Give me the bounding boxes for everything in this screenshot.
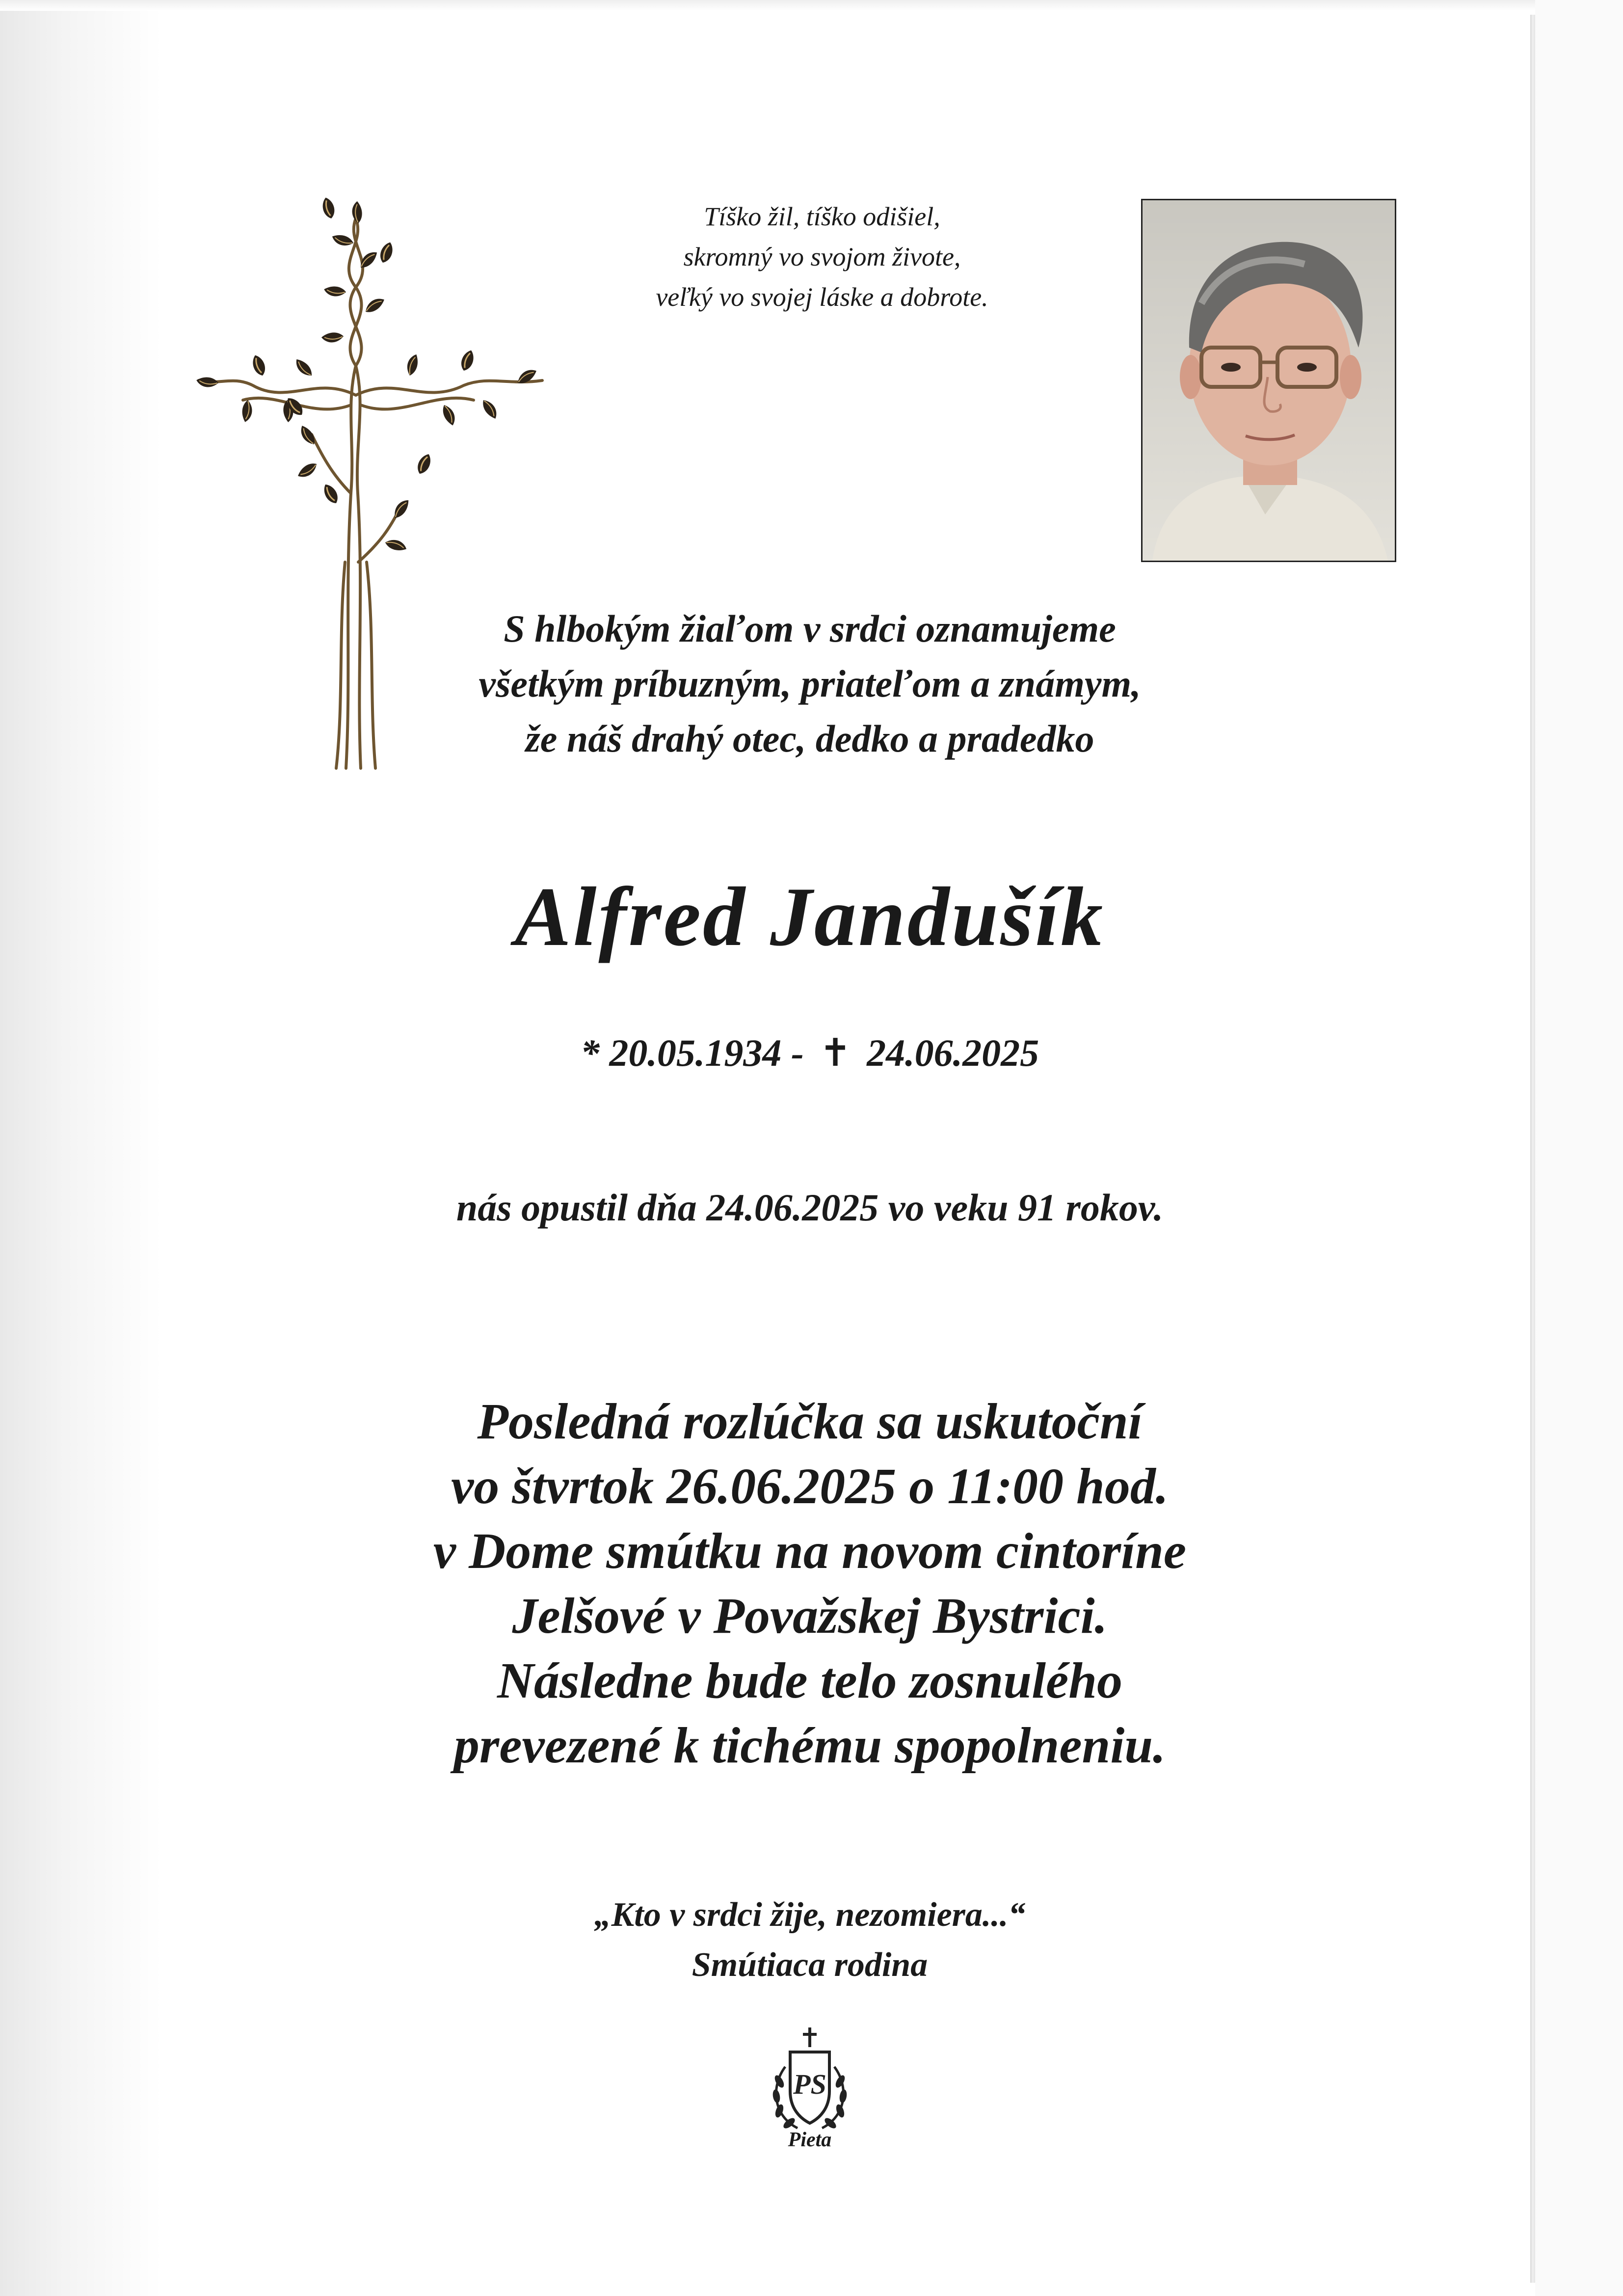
passed-away-line: nás opustil dňa 24.06.2025 vo veku 91 rokov. — [456, 1186, 1164, 1229]
intro-line: S hlbokým žiaľom v srdci oznamujeme — [504, 607, 1116, 650]
logo-monogram: PS — [793, 2068, 826, 2100]
page-edge — [0, 0, 1623, 11]
funeral-line: Posledná rozlúčka sa uskutoční — [477, 1393, 1143, 1450]
motto-line: Tíško žil, tíško odišiel, — [704, 202, 940, 231]
motto-line: veľký vo svojej láske a dobrote. — [656, 282, 988, 312]
death-date: 24.06.2025 — [867, 1031, 1039, 1074]
motto-line: skromný vo svojom živote, — [683, 242, 961, 271]
funeral-line: vo štvrtok 26.06.2025 o 11:00 hod. — [451, 1458, 1169, 1514]
funeral-info — [270, 1389, 1350, 1778]
funeral-line: Jelšové v Považskej Bystrici. — [512, 1588, 1108, 1644]
funeral-line: prevezené k tichému spopolneniu. — [453, 1717, 1166, 1774]
intro-line: že náš drahý otec, dedko a pradedko — [525, 717, 1094, 760]
motto — [540, 196, 1104, 317]
page-margin-strip — [1535, 0, 1623, 2296]
closing-quote: „Kto v srdci žije, nezomiera...“ — [594, 1896, 1026, 1934]
intro-line: všetkým príbuzným, priateľom a známym, — [479, 662, 1141, 705]
cross-icon: ✝ — [819, 1031, 851, 1074]
funeral-line: v Dome smútku na novom cintoríne — [433, 1523, 1187, 1579]
announcement-intro — [344, 601, 1276, 766]
life-dates — [442, 1031, 1178, 1075]
deceased-name: Alfred Jandušík — [514, 870, 1105, 964]
scan-shadow — [0, 0, 162, 2296]
page-fold — [1530, 15, 1535, 2283]
portrait-image — [1143, 200, 1395, 561]
birth-date: * 20.05.1934 - — [580, 1031, 804, 1074]
closing — [442, 1890, 1178, 1990]
funeral-line: Následne bude telo zosnulého — [497, 1652, 1123, 1709]
portrait-photo — [1141, 199, 1396, 562]
logo-caption: Pieta — [788, 2129, 832, 2151]
signature: Smútiaca rodina — [692, 1946, 928, 1984]
